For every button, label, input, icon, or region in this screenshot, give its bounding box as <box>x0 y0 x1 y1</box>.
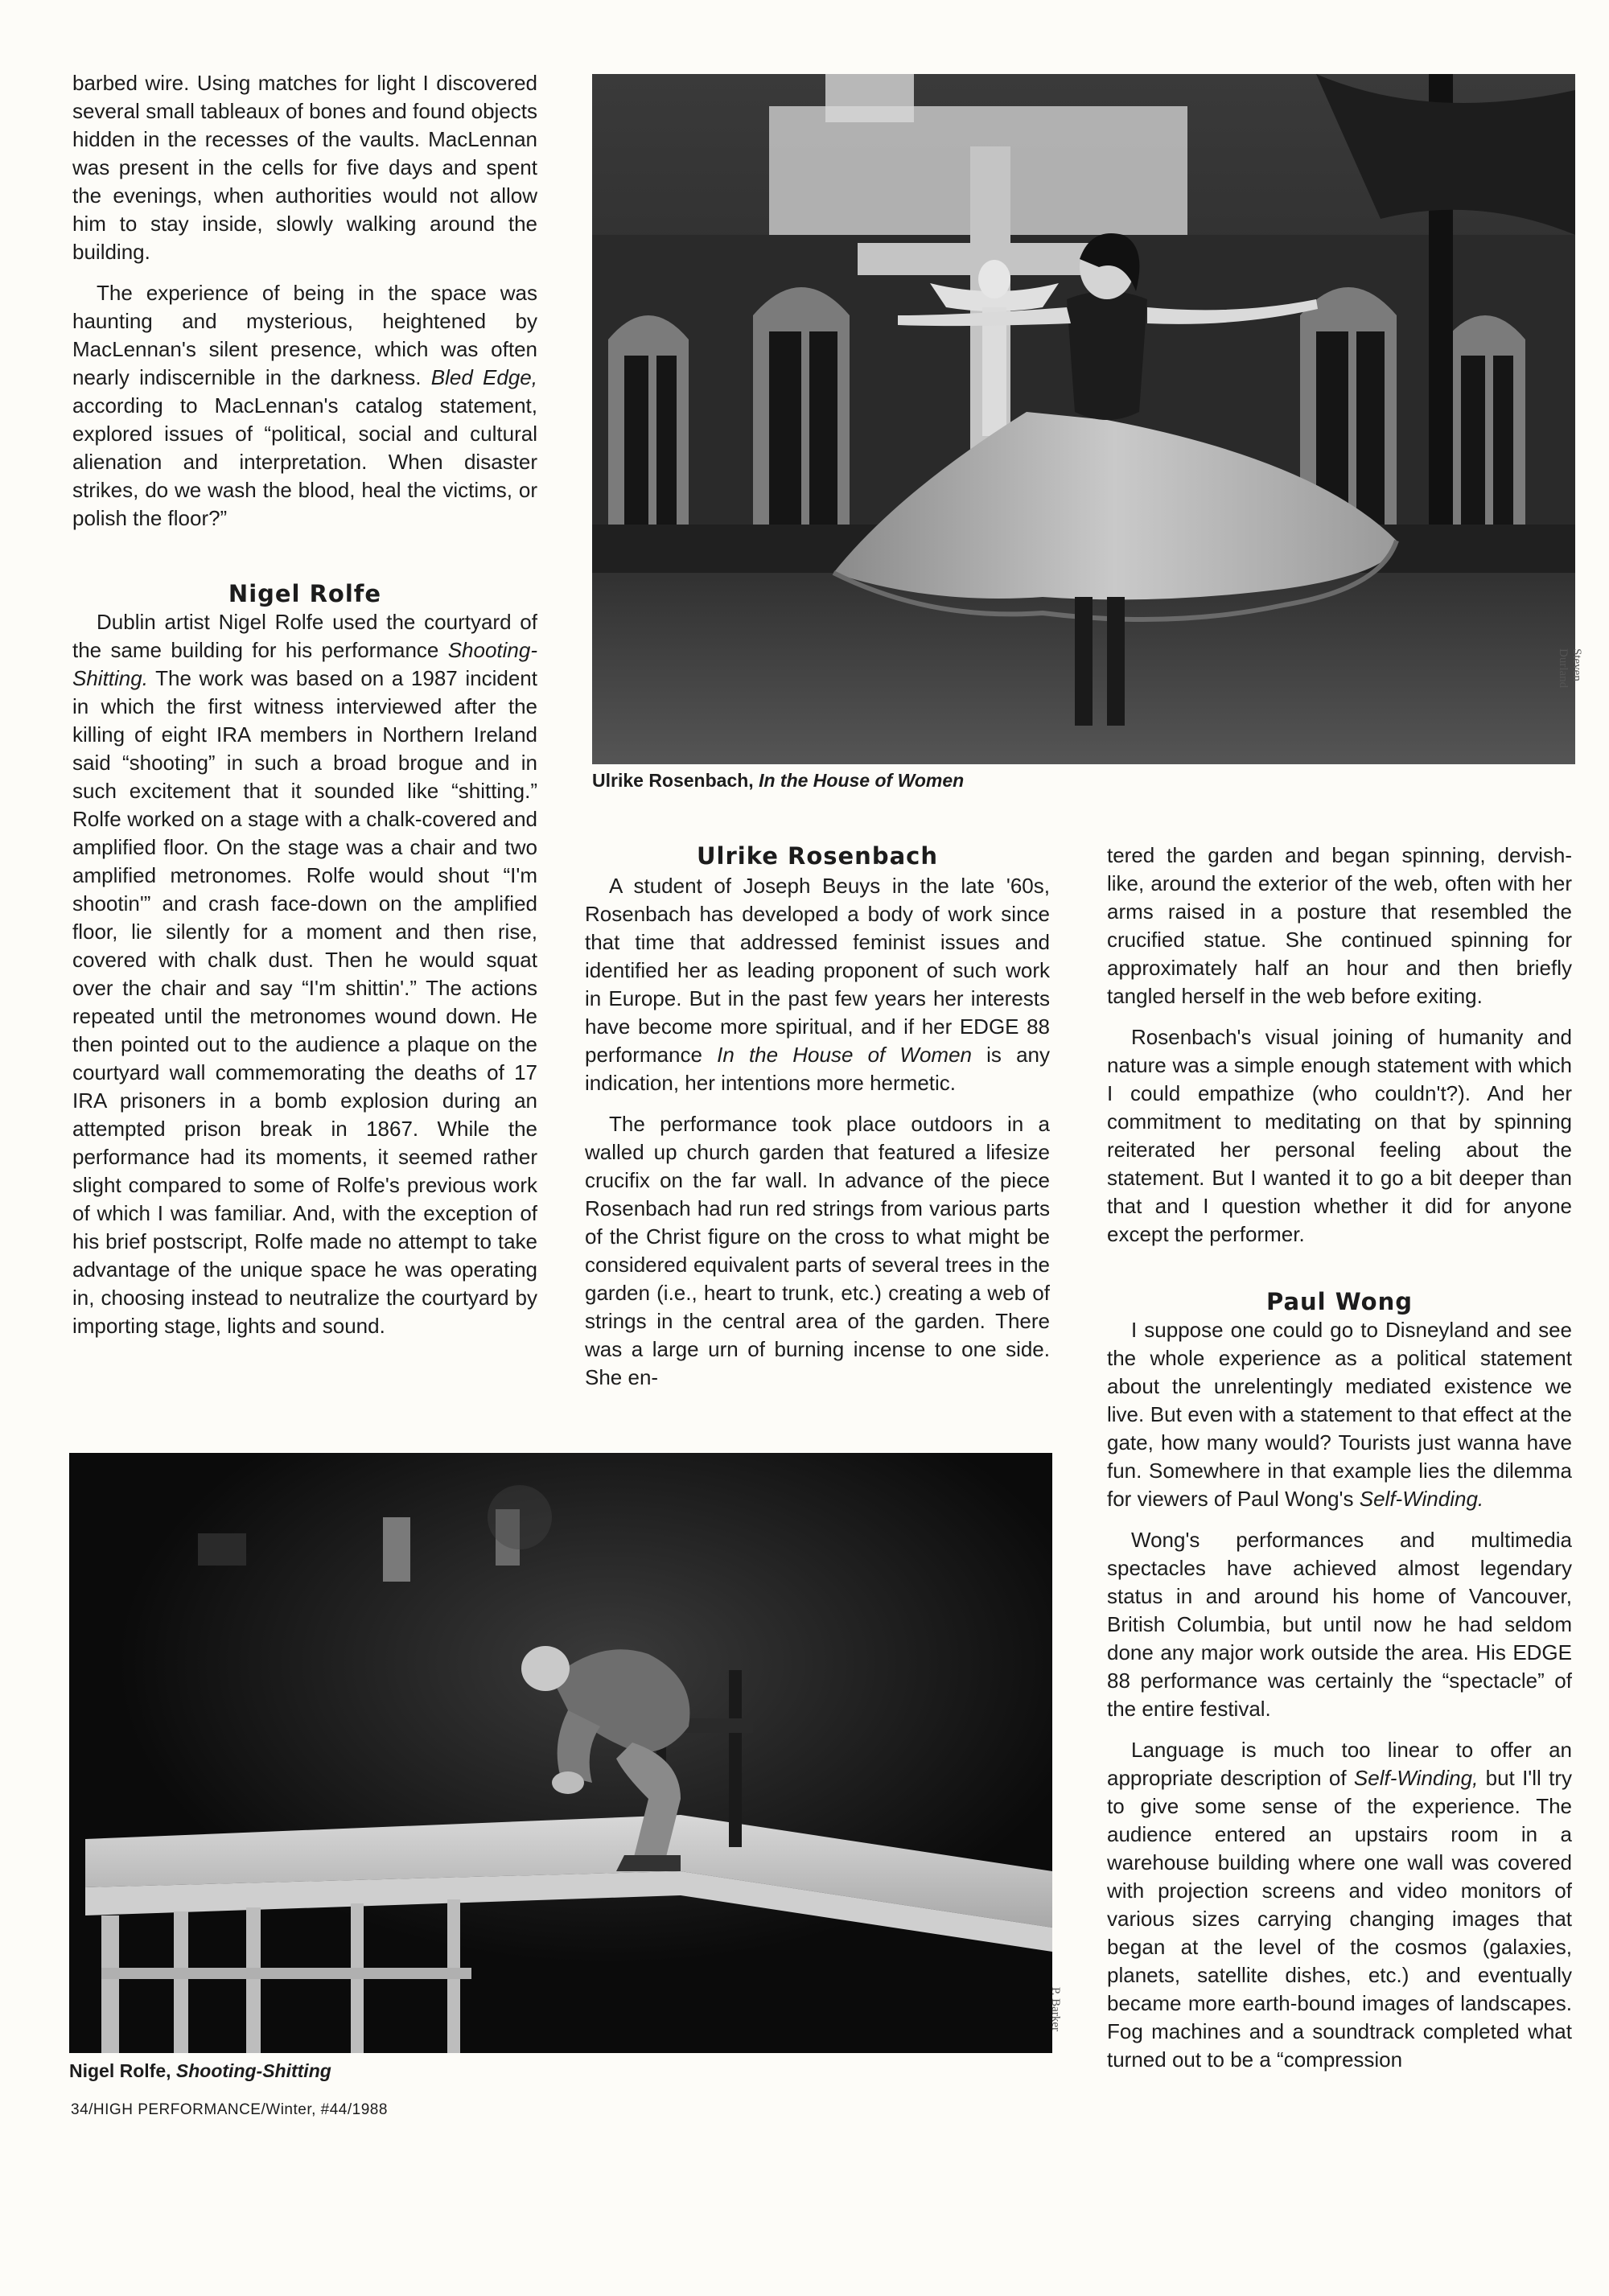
section-heading-ulrike-rosenbach: Ulrike Rosenbach <box>697 842 938 870</box>
photo-credit-steven-durland: Steven Durland <box>1557 648 1583 689</box>
paragraph: A student of Joseph Beuys in the late '60s, Rosenbach has developed a body of work since that time that addressed feminist issues and identified her as leading proponent of such work in Europe. But in the past few years her interests have become more spiritual, and if her EDGE 88 performance In the House of Women is any indication, her intentions more hermetic. <box>585 874 1051 1095</box>
page-footer: 34/HIGH PERFORMANCE/Winter, #44/1988 <box>71 2101 388 2118</box>
column-2 <box>585 841 1050 1392</box>
column-3 <box>1107 841 1572 2074</box>
paragraph: Wong's performances and multimedia spectacles have achieved almost legendary status in and around his home of Vancouver, British Columbia, but until now he had seldom done any major work outside the area. His EDGE 88 performance was certainly the “spectacle” of the entire festival. <box>1107 1528 1572 1721</box>
caption-ulrike-rosenbach: Ulrike Rosenbach, In the House of Women <box>592 770 965 791</box>
paragraph: I suppose one could go to Disneyland and see the whole experience as a political statement about the unrelentingly mediated existence we live. But even with a statement to that effect at the gate, how many would? Tourists just wanna have fun. Somewhere in that example lies the dilemma for viewers of Paul Wong's Self-Winding. <box>1107 1318 1572 1511</box>
column-1 <box>72 69 537 1340</box>
photo-ulrike-rosenbach <box>592 74 1575 764</box>
section-heading-paul-wong: Paul Wong <box>1265 1288 1413 1315</box>
photo-credit-p-barker: P. Barker <box>1049 1987 1062 2031</box>
paragraph: tered the garden and began spinning, dervish-like, around the exterior of the web, often with her arms raised in a posture that resembled the crucified statue. She continued spinning for approximately half an hour and then briefly tangled herself in the web before exiting. <box>1107 843 1572 1008</box>
paragraph: Rosenbach's visual joining of humanity and nature was a simple enough statement with which I could empathize (who couldn't?). And her commitment to meditating on that by spinning reiterated her personal feeling about the statement. But I wanted it to go a bit deeper than that and I question whether it did for anyone except the performer. <box>1107 1025 1572 1246</box>
photo-nigel-rolfe <box>69 1453 1052 2053</box>
paragraph: Dublin artist Nigel Rolfe used the courtyard of the same building for his performance Shooting-Shitting. The work was based on a 1987 incident in which the first witness interviewed after the killing of eight IRA members in Northern Ireland said “shooting” in such a broad brogue and in such excitement that it sounded like “shitting.” Rolfe worked on a stage with a chalk-covered and amplified floor. On the stage was a chair and two amplified metronomes. Rolfe would shout “I'm shootin'” and crash face-down on the amplified floor, lie silently for a moment and then rise, covered with chalk dust. Then he would squat over the chair and say “I'm shittin'.” The actions repeated until the metronomes wound down. He then pointed out to the audience a plaque on the courtyard wall commemorating the deaths of 17 IRA prisoners in a bomb explosion during an attempted prison break in 1867. While the performance had its moments, it seemed rather slight compared to some of Rolfe's previous work of which I was familiar. And, with the exception of his brief postscript, Rolfe made no attempt to take advantage of the unique space he was operating in, choosing instead to neutralize the courtyard by importing stage, lights and sound. <box>72 610 537 1338</box>
paragraph: The performance took place outdoors in a walled up church garden that featured a lifesize crucifix on the far wall. In advance of the piece Rosenbach had run red strings from various parts of the Christ figure on the cross to what might be considered equivalent parts of several trees in the garden (i.e., heart to trunk, etc.) creating a web of strings in the central area of the garden. There was a large urn of burning incense to one side. She en- <box>585 1112 1050 1389</box>
paragraph: Language is much too linear to offer an appropriate description of Self-Winding, but I'll try to give some sense of the experience. The audience entered an upstairs room in a warehouse building where one wall was covered with projection screens and video monitors of various sizes carrying changing images that began at the level of the cosmos (galaxies, planets, satellite dishes, etc.) and eventually became more earth-bound images of landscapes. Fog machines and a soundtrack completed what turned out to be a “compression <box>1107 1738 1573 2072</box>
paragraph: barbed wire. Using matches for light I discovered several small tableaux of bones and found objects hidden in the recesses of the vaults. MacLennan was present in the cells for five days and spent the evenings, when authorities would not allow him to stay inside, slowly walking around the building. <box>72 71 537 264</box>
section-heading-nigel-rolfe: Nigel Rolfe <box>228 580 382 607</box>
paragraph: The experience of being in the space was haunting and mysterious, heightened by MacLennan's silent presence, which was often nearly indiscernible in the darkness. Bled Edge, according to MacLennan's catalog statement, explored issues of “political, social and cultural alienation and interpretation. When disaster strikes, do we wash the blood, heal the victims, or polish the floor?” <box>72 281 537 530</box>
caption-nigel-rolfe: Nigel Rolfe, Shooting-Shitting <box>69 2060 331 2081</box>
